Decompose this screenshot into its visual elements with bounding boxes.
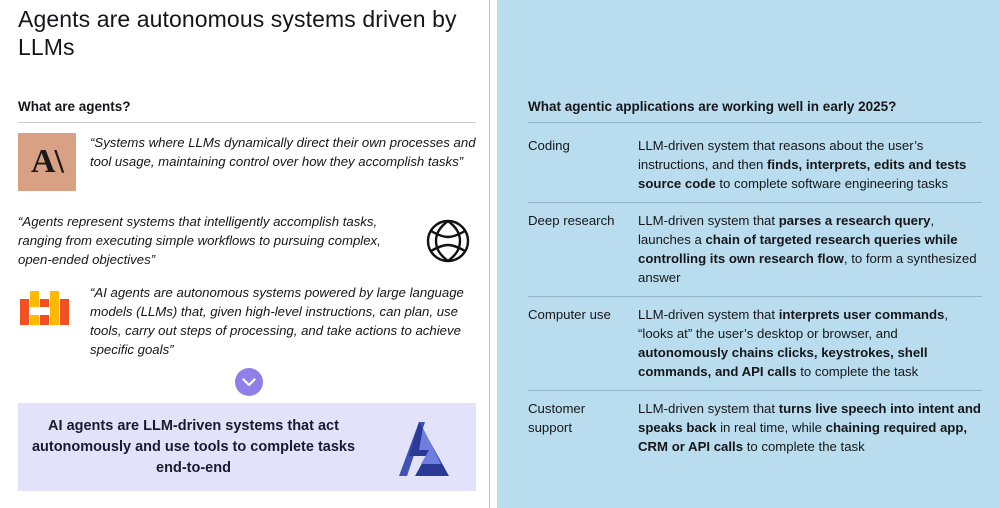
left-divider [18, 122, 476, 123]
row-description-emphasis: chaining required app, CRM or API calls [638, 420, 968, 454]
azure-logo-icon [363, 412, 463, 482]
row-description-emphasis: autonomously chains clicks, keystrokes, shell commands, and API calls [638, 345, 928, 379]
microsoft-logo-icon [18, 287, 76, 327]
row-description-text: in real time, while [716, 420, 826, 435]
row-description-text: , to form a synthesized answer [638, 251, 977, 285]
anthropic-logo-glyph: A\ [31, 143, 63, 180]
row-description-text: LLM-driven system that [638, 213, 779, 228]
conclusion-box [18, 403, 476, 491]
table-row [528, 297, 982, 391]
quote-openai [18, 212, 476, 269]
panel-divider [489, 0, 490, 508]
quote-openai-text: “Agents represent systems that intelligently accomplish tasks, ranging from executing simple workflows to pursuing complex, open-ended objectives” [18, 214, 381, 267]
row-description-emphasis: turns live speech into intent and speaks back [638, 401, 981, 435]
row-description-text: LLM-driven system that reasons about the user’s instructions, and then [638, 138, 924, 172]
row-description [638, 305, 982, 381]
row-description-emphasis: parses a research query [778, 213, 931, 228]
row-description [638, 399, 982, 456]
chevron-down-icon [235, 368, 263, 396]
table-row [528, 203, 982, 297]
row-description-text: LLM-driven system that [638, 307, 779, 322]
row-description-text: LLM-driven system that [638, 401, 779, 416]
row-description-text: to complete the task [796, 364, 919, 379]
right-divider [528, 122, 982, 123]
row-description [638, 136, 982, 193]
conclusion-text: AI agents are LLM-driven systems that act autonomously and use tools to complete tasks end-to-end [31, 417, 356, 476]
row-label: Computer use [528, 307, 611, 322]
row-description-emphasis: chain of targeted research queries while controlling its own research flow [638, 232, 958, 266]
right-panel [497, 0, 1000, 508]
row-description-text: to complete the task [743, 439, 865, 454]
row-label: Customer support [528, 401, 586, 435]
row-description-text: , launches a [638, 213, 935, 247]
row-description-text: to complete software engineering tasks [715, 176, 949, 191]
left-section-heading: What are agents? [18, 99, 131, 114]
quote-microsoft-text: “AI agents are autonomous systems powered by large language models (LLMs) that, given high-level instructions, can plan, use tools, carry out steps of processing, and take actions to achieve specific goals” [90, 285, 464, 357]
quote-anthropic-text: “Systems where LLMs dynamically direct their own processes and tool usage, maintaining control over how they accomplish tasks” [90, 135, 476, 169]
row-description [638, 211, 982, 287]
row-description-text: , “looks at” the user’s desktop or browser, and [638, 307, 949, 341]
row-label: Deep research [528, 213, 615, 228]
right-section-heading: What agentic applications are working well in early 2025? [528, 99, 897, 114]
row-description-emphasis: finds, interprets, edits and tests source code [638, 157, 967, 191]
table-row [528, 128, 982, 203]
quote-microsoft [18, 283, 476, 359]
anthropic-logo-icon [18, 133, 76, 191]
row-label: Coding [528, 138, 570, 153]
quote-anthropic [18, 133, 476, 191]
application-table [528, 128, 982, 465]
row-description-emphasis: interprets user commands [778, 307, 945, 322]
left-panel [0, 0, 497, 508]
page-title: Agents are autonomous systems driven by LLMs [18, 6, 457, 60]
table-row [528, 391, 982, 465]
openai-logo-icon [420, 213, 476, 269]
